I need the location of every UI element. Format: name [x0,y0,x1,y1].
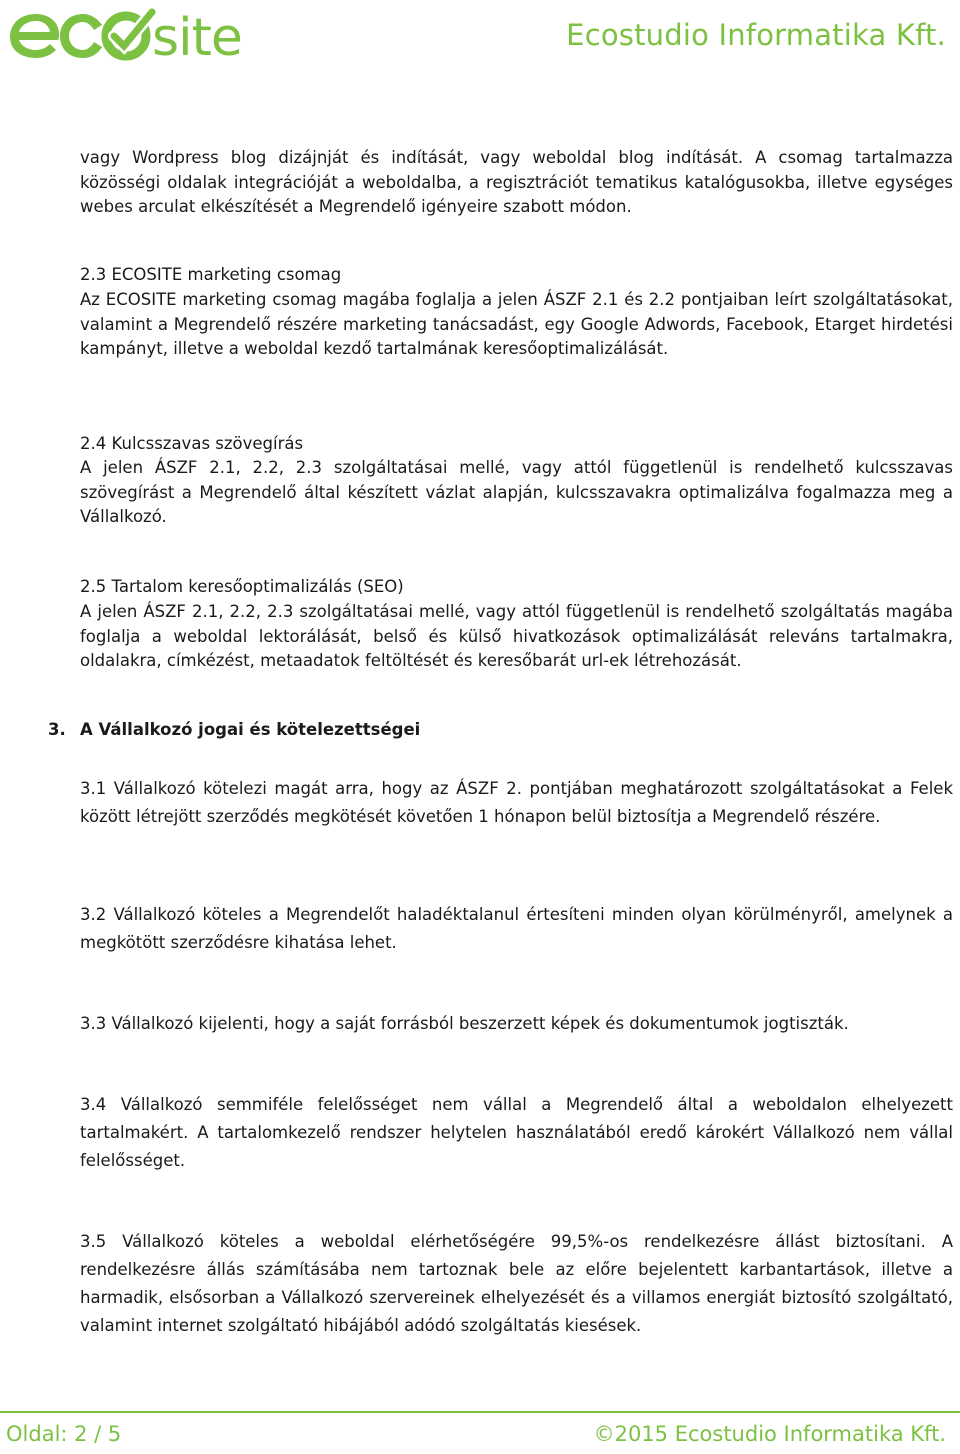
paragraph-intro: vagy Wordpress blog dizájnját és indítását, vagy weboldal blog indítását. A csomag tartalmazza közösségi oldalak integrációját a weboldalba, a regisztrációt tematikus katalógusokba, illetve egységes webes arculat elkészítését a Megrendelő igényeire szabott módon. [80,148,953,216]
footer-divider [0,1411,960,1413]
heading-2-3: 2.3 ECOSITE marketing csomag [80,265,342,284]
section-3-number: 3. [48,720,66,739]
paragraph-3-5: 3.5 Vállalkozó köteles a weboldal elérhetőségére 99,5%-os rendelkezésre állást biztosítani. A rendelkezésre állás számításába nem tartoznak bele az előre bejelentett karbantartások, illetve a harmadik, elsősorban a Vállalkozó szervereinek elhelyezését és a villamos energiát biztosító szolgáltató, valamint internet szolgáltató hibájából adódó szolgáltatás kiesések. [80,1232,953,1335]
ecosite-logo-mark [6,0,286,64]
paragraph-2-3: Az ECOSITE marketing csomag magába foglalja a jelen ÁSZF 2.1 és 2.2 pontjaiban leírt szolgáltatásokat, valamint a Megrendelő részére marketing tanácsadást, egy Google Adwords, Facebook, Etarget hirdetési kampányt, illetve a weboldal kezdő tartalmának keresőoptimalizálását. [80,290,953,358]
company-name: Ecostudio Informatika Kft. [566,18,946,52]
paragraph-3-3: 3.3 Vállalkozó kijelenti, hogy a saját forrásból beszerzett képek és dokumentumok jogtiszták. [80,1014,849,1033]
paragraph-3-1: 3.1 Vállalkozó kötelezi magát arra, hogy az ÁSZF 2. pontjában meghatározott szolgáltatásokat a Felek között létrejött szerződés megkötését követően 1 hónapon belül biztosítja a Megrendelő részére. [80,779,953,826]
heading-2-5: 2.5 Tartalom keresőoptimalizálás (SEO) [80,577,404,596]
section-3-title: A Vállalkozó jogai és kötelezettségei [80,720,421,739]
page-number: Oldal: 2 / 5 [6,1422,122,1446]
page-header [0,0,960,70]
ecosite-logo [6,0,286,68]
svg-text:site: site [152,8,242,64]
footer-copyright: ©2015 Ecostudio Informatika Kft. [593,1422,946,1446]
paragraph-3-2: 3.2 Vállalkozó köteles a Megrendelőt haladéktalanul értesíteni minden olyan körülményről, amelynek a megkötött szerződésre kihatása lehet. [80,905,953,952]
heading-2-4: 2.4 Kulcsszavas szövegírás [80,434,304,453]
paragraph-3-4: 3.4 Vállalkozó semmiféle felelősséget nem vállal a Megrendelő által a weboldalon elhelyezett tartalmakért. A tartalomkezelő rendszer helytelen használatából eredő károkért Vállalkozó nem vállal felelősséget. [80,1095,953,1170]
paragraph-2-5: A jelen ÁSZF 2.1, 2.2, 2.3 szolgáltatásai mellé, vagy attól függetlenül is rendelhető szolgáltatás magába foglalja a weboldal lektorálását, belső és külső hivatkozások optimalizálását releváns tartalmakra, oldalakra, címkézést, metaadatok feltöltését és keresőbarát url-ek létrehozását. [80,602,953,670]
paragraph-2-4: A jelen ÁSZF 2.1, 2.2, 2.3 szolgáltatásai mellé, vagy attól függetlenül is rendelhető kulcsszavas szövegírást a Megrendelő által készített vázlat alapján, kulcsszavakra optimalizálva fogalmazza meg a Vállalkozó. [80,458,953,526]
